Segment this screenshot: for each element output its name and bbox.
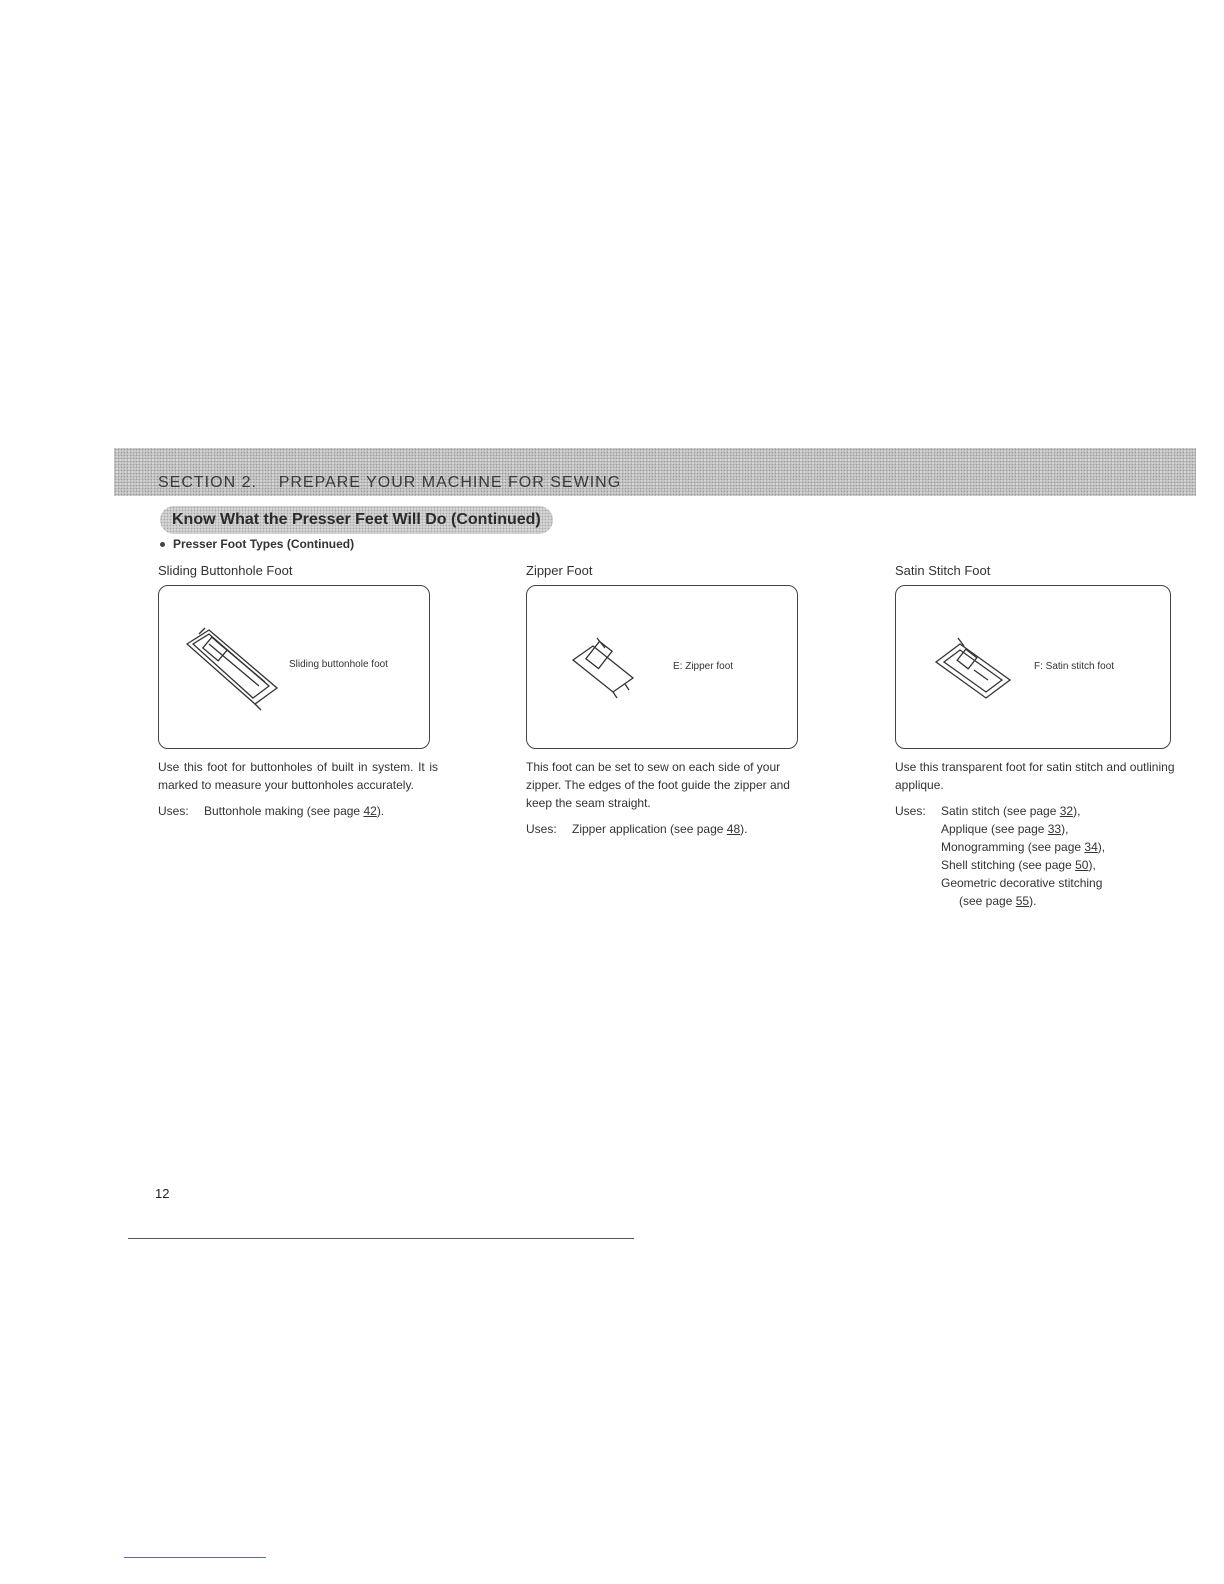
figure-label: E: Zipper foot xyxy=(673,661,734,672)
sliding-buttonhole-foot-illustration xyxy=(179,624,289,714)
uses-item-tail: ), xyxy=(1097,840,1106,854)
figure-box xyxy=(526,585,798,749)
satin-stitch-foot-illustration xyxy=(930,634,1020,704)
uses-item xyxy=(941,874,1175,892)
description: Use this transparent foot for satin stitch and outlining applique. xyxy=(895,760,1175,792)
uses-item xyxy=(572,820,806,838)
uses-item xyxy=(941,838,1175,856)
uses-item-tail: ), xyxy=(1061,822,1069,836)
uses-item-tail: ). xyxy=(1029,894,1037,908)
presser-foot-types-heading xyxy=(160,537,354,551)
page-ref: 50 xyxy=(1075,858,1089,872)
figure-label: Sliding buttonhole foot xyxy=(289,659,388,670)
description: Use this foot for buttonholes of built in system. It is marked to measure your buttonholes accurately. xyxy=(158,760,438,792)
page-ref: 42 xyxy=(363,804,377,818)
page-ref: 55 xyxy=(1015,894,1030,908)
page-ref: 34 xyxy=(1084,840,1098,854)
uses-item xyxy=(941,892,1175,910)
uses-block xyxy=(158,802,438,820)
uses-item-tail: ). xyxy=(740,822,748,836)
uses-item xyxy=(941,820,1175,838)
uses-label: Uses: xyxy=(526,822,557,836)
page-ref: 32 xyxy=(1059,804,1074,818)
satin-stitch-foot-section xyxy=(895,563,1175,910)
uses-label: Uses: xyxy=(158,804,189,818)
column-heading: Satin Stitch Foot xyxy=(895,563,991,578)
uses-item-text: Shell stitching (see page xyxy=(941,858,1076,872)
uses-block xyxy=(526,820,806,838)
uses-block xyxy=(895,802,1175,910)
uses-item-text: Monogramming (see page xyxy=(941,840,1085,854)
page-ref: 48 xyxy=(726,822,741,836)
presser-foot-types-text: Presser Foot Types (Continued) xyxy=(173,537,355,551)
uses-item-tail: ), xyxy=(1073,804,1081,818)
page-number: 12 xyxy=(155,1186,170,1201)
uses-list xyxy=(941,802,1175,910)
zipper-foot-illustration xyxy=(567,634,647,704)
uses-item-text: Buttonhole making (see page xyxy=(204,804,364,818)
uses-label: Uses: xyxy=(895,804,926,818)
figure-box xyxy=(895,585,1171,749)
footer-rule xyxy=(128,1238,634,1239)
bullet-icon xyxy=(160,542,165,547)
sliding-buttonhole-foot-section xyxy=(158,563,438,820)
description: This foot can be set to sew on each side of your zipper. The edges of the foot guide the zipper and keep the seam straight. xyxy=(526,760,790,810)
figure-label: F: Satin stitch foot xyxy=(1034,661,1115,672)
uses-list xyxy=(572,820,806,838)
zipper-foot-section xyxy=(526,563,806,838)
uses-item-text: Zipper application (see page xyxy=(572,822,727,836)
figure-box xyxy=(158,585,430,749)
footer-accent-rule xyxy=(124,1557,266,1558)
column-heading: Sliding Buttonhole Foot xyxy=(158,563,293,578)
uses-item-text: Satin stitch (see page xyxy=(941,804,1060,818)
section-title: SECTION 2. PREPARE YOUR MACHINE FOR SEWING xyxy=(158,474,622,491)
page-ref: 33 xyxy=(1047,822,1062,836)
uses-item-text: Applique (see page xyxy=(941,822,1048,836)
uses-item-text: Geometric decorative stitching xyxy=(941,876,1103,890)
uses-item xyxy=(941,802,1175,820)
uses-item-text: (see page xyxy=(959,894,1016,908)
uses-item-tail: ), xyxy=(1088,858,1096,872)
uses-item xyxy=(941,856,1175,874)
column-heading: Zipper Foot xyxy=(526,563,593,578)
uses-item xyxy=(204,802,438,820)
uses-list xyxy=(204,802,438,820)
subsection-title: Know What the Presser Feet Will Do (Continued) xyxy=(160,506,553,534)
uses-item-tail: ). xyxy=(376,804,385,818)
